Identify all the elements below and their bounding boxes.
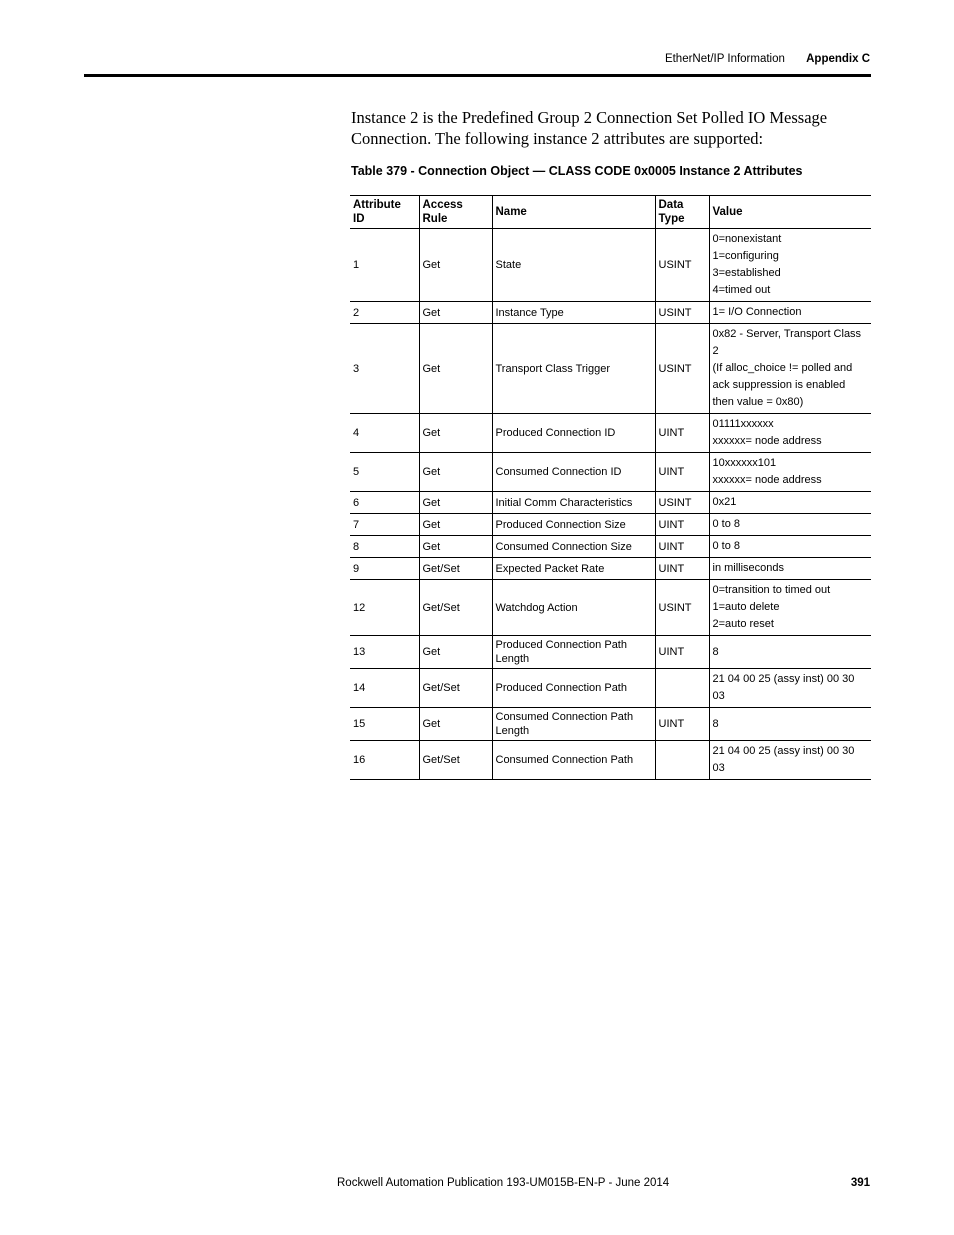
value-cell — [709, 492, 871, 514]
access-rule-cell: Get/Set — [419, 669, 492, 708]
value-cell — [709, 414, 871, 453]
value-line: 1=auto delete — [712, 601, 780, 613]
attribute-id-cell: 2 — [350, 302, 419, 324]
attribute-id-cell: 8 — [350, 536, 419, 558]
value-line: 0=transition to timed out — [712, 584, 831, 596]
page-number: 391 — [850, 1177, 870, 1189]
table-row — [350, 580, 871, 636]
column-header: Name — [492, 196, 655, 229]
value-cell — [709, 324, 871, 414]
data-type-cell — [655, 741, 709, 780]
attribute-id-cell: 7 — [350, 514, 419, 536]
value-line: 10xxxxxx101 — [712, 457, 777, 469]
value-line: 0x21 — [712, 496, 737, 508]
access-rule-cell: Get — [419, 453, 492, 492]
value-line: then value = 0x80) — [712, 396, 804, 408]
table-header-row — [350, 196, 871, 229]
data-type-cell: USINT — [655, 302, 709, 324]
data-type-cell: USINT — [655, 229, 709, 302]
value-cell — [709, 453, 871, 492]
table-row — [350, 324, 871, 414]
access-rule-cell: Get — [419, 536, 492, 558]
access-rule-cell: Get — [419, 414, 492, 453]
access-rule-cell: Get — [419, 708, 492, 741]
value-line: 2=auto reset — [712, 618, 774, 630]
attribute-id-cell: 4 — [350, 414, 419, 453]
value-line: in milliseconds — [712, 562, 785, 574]
access-rule-cell: Get — [419, 324, 492, 414]
value-line: 0 to 8 — [712, 518, 741, 530]
name-cell: Produced Connection Path — [492, 669, 655, 708]
table-row — [350, 669, 871, 708]
table-row — [350, 514, 871, 536]
value-line: 21 04 00 25 (assy inst) 00 30 03 — [712, 673, 855, 702]
name-cell: Consumed Connection Path Length — [492, 708, 655, 741]
data-type-cell: USINT — [655, 324, 709, 414]
name-cell: Consumed Connection Size — [492, 536, 655, 558]
name-cell: Transport Class Trigger — [492, 324, 655, 414]
access-rule-cell: Get/Set — [419, 741, 492, 780]
column-header: Access Rule — [419, 196, 492, 229]
value-line: (If alloc_choice != polled and ack suppression is enabled — [712, 362, 853, 391]
access-rule-cell: Get — [419, 302, 492, 324]
value-line: xxxxxx= node address — [712, 474, 822, 486]
value-line: 4=timed out — [712, 284, 771, 296]
access-rule-cell: Get/Set — [419, 558, 492, 580]
value-cell — [709, 669, 871, 708]
table-row — [350, 536, 871, 558]
table-row — [350, 708, 871, 741]
attribute-id-cell: 12 — [350, 580, 419, 636]
value-line: 21 04 00 25 (assy inst) 00 30 03 — [712, 745, 855, 774]
value-line: xxxxxx= node address — [712, 435, 822, 447]
data-type-cell: UINT — [655, 514, 709, 536]
column-header: Value — [709, 196, 871, 229]
data-type-cell: UINT — [655, 636, 709, 669]
access-rule-cell: Get — [419, 229, 492, 302]
access-rule-cell: Get — [419, 636, 492, 669]
value-cell — [709, 536, 871, 558]
name-cell: Expected Packet Rate — [492, 558, 655, 580]
value-line: 8 — [712, 645, 719, 658]
name-cell: Consumed Connection ID — [492, 453, 655, 492]
data-type-cell: UINT — [655, 414, 709, 453]
header-section-title: EtherNet/IP Information — [664, 53, 785, 65]
name-cell: Consumed Connection Path — [492, 741, 655, 780]
attribute-id-cell: 15 — [350, 708, 419, 741]
attribute-id-cell: 13 — [350, 636, 419, 669]
name-cell: Watchdog Action — [492, 580, 655, 636]
value-line: 01111xxxxxx — [712, 418, 774, 430]
attribute-id-cell: 6 — [350, 492, 419, 514]
data-type-cell: USINT — [655, 492, 709, 514]
footer-publication: Rockwell Automation Publication 193-UM015B-EN-P - June 2014 — [337, 1177, 670, 1189]
value-cell — [709, 302, 871, 324]
value-line: 0=nonexistant — [712, 233, 782, 245]
name-cell: State — [492, 229, 655, 302]
table-row — [350, 229, 871, 302]
data-type-cell: UINT — [655, 558, 709, 580]
header-divider — [84, 74, 871, 77]
name-cell: Produced Connection Size — [492, 514, 655, 536]
table-row — [350, 302, 871, 324]
table-row — [350, 741, 871, 780]
attribute-id-cell: 1 — [350, 229, 419, 302]
access-rule-cell: Get/Set — [419, 580, 492, 636]
data-type-cell: USINT — [655, 580, 709, 636]
data-type-cell: UINT — [655, 536, 709, 558]
table-row — [350, 453, 871, 492]
table-row — [350, 558, 871, 580]
attributes-table — [350, 195, 871, 780]
access-rule-cell: Get — [419, 514, 492, 536]
table-row — [350, 636, 871, 669]
table-row — [350, 492, 871, 514]
value-cell — [709, 580, 871, 636]
intro-paragraph: Instance 2 is the Predefined Group 2 Connection Set Polled IO Message Connection. The following instance 2 attributes are supported: — [351, 108, 828, 148]
name-cell: Initial Comm Characteristics — [492, 492, 655, 514]
value-line: 8 — [712, 717, 719, 730]
column-header: Attribute ID — [350, 196, 419, 229]
table-caption: Table 379 - Connection Object — CLASS CODE 0x0005 Instance 2 Attributes — [351, 164, 803, 178]
value-line: 3=established — [712, 267, 781, 279]
column-header: Data Type — [655, 196, 709, 229]
data-type-cell: UINT — [655, 708, 709, 741]
value-line: 0 to 8 — [712, 540, 741, 552]
attribute-id-cell: 14 — [350, 669, 419, 708]
value-cell — [709, 708, 871, 741]
value-line: 1=configuring — [712, 250, 779, 262]
data-type-cell: UINT — [655, 453, 709, 492]
value-cell — [709, 514, 871, 536]
name-cell: Instance Type — [492, 302, 655, 324]
attribute-id-cell: 9 — [350, 558, 419, 580]
running-header — [665, 53, 870, 65]
value-cell — [709, 558, 871, 580]
value-cell — [709, 229, 871, 302]
access-rule-cell: Get — [419, 492, 492, 514]
name-cell: Produced Connection ID — [492, 414, 655, 453]
attribute-id-cell: 3 — [350, 324, 419, 414]
header-appendix-label: Appendix C — [806, 53, 870, 65]
attribute-id-cell: 5 — [350, 453, 419, 492]
data-type-cell — [655, 669, 709, 708]
value-cell — [709, 636, 871, 669]
table-row — [350, 414, 871, 453]
attribute-id-cell: 16 — [350, 741, 419, 780]
value-line: 0x82 - Server, Transport Class 2 — [712, 328, 862, 357]
value-line: 1= I/O Connection — [712, 306, 802, 318]
name-cell: Produced Connection Path Length — [492, 636, 655, 669]
table-body — [350, 229, 871, 780]
value-cell — [709, 741, 871, 780]
